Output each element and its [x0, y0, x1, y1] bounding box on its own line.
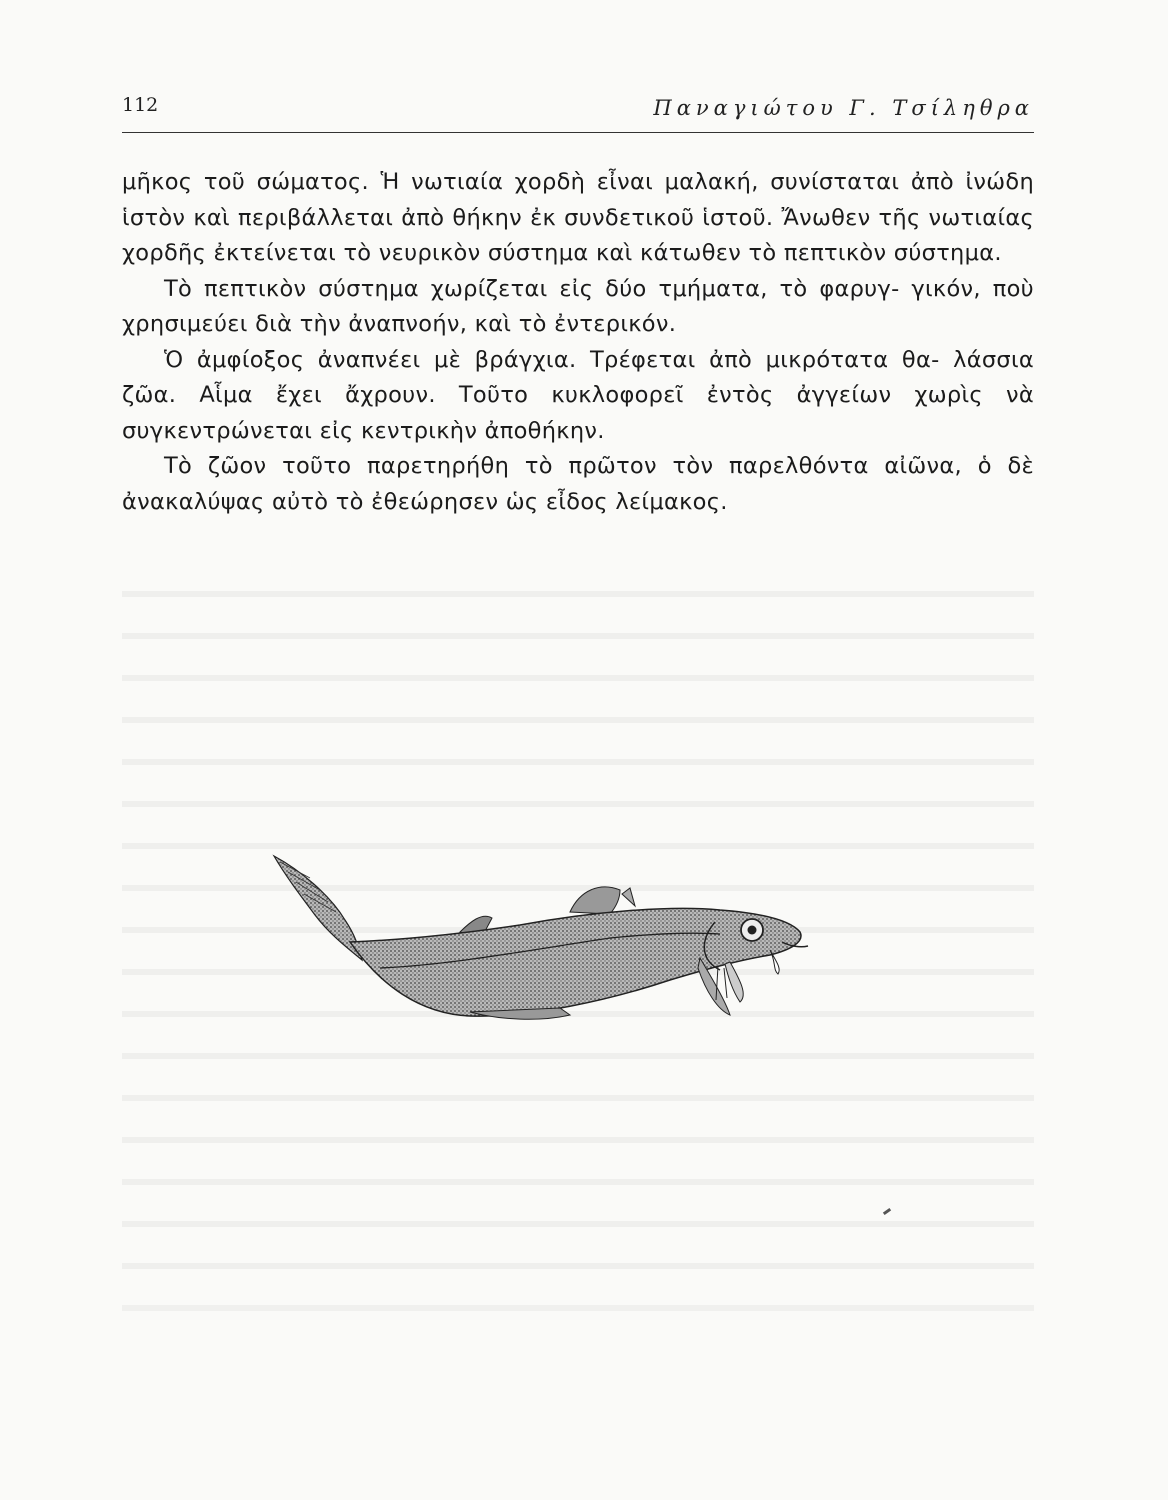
text-line: μῆκος τοῦ σώματος. Ἡ νωτιαία χορδὴ εἶναι μαλακή, συνίσταται — [122, 169, 900, 195]
paragraph-1 — [122, 165, 1034, 272]
page-number: 112 — [122, 94, 159, 116]
text-line: λάσσια ζῶα. Αἷμα ἔχει ἄχρουν. Τοῦτο κυκλοφορεῖ ἐντὸς ἀγγείων — [122, 346, 1035, 408]
text-line: χωρὶς νὰ συγκεντρώνεται εἰς κεντρικὴν ἀποθήκην. — [122, 382, 1034, 444]
body-text — [122, 165, 1034, 520]
text-line: κάτωθεν τὸ πεπτικὸν σύστημα. — [640, 240, 1002, 266]
text-line: Τὸ ζῶον τοῦτο παρετηρήθη τὸ πρῶτον τὸν παρελθόντα αἰῶνα, — [164, 453, 962, 479]
text-line: ὁ δὲ ἀνακαλύψας αὐτὸ τὸ ἐθεώρησεν ὡς εἶδος λείμακος. — [122, 453, 1035, 515]
text-line: γικόν, ποὺ χρησιμεύει διὰ τὴν ἀναπνοήν, καὶ τὸ ἐντερικόν. — [122, 275, 1034, 337]
paragraph-4 — [122, 449, 1034, 520]
paragraph-2 — [122, 272, 1034, 343]
running-head: Παναγιώτου Γ. Τσίληθρα — [653, 96, 1034, 120]
fish-illustration-icon — [270, 850, 815, 1030]
page-header — [122, 92, 1034, 133]
text-line: ἀπὸ ἰνώδη ἱστὸν καὶ περιβάλλεται ἀπὸ θήκην ἐκ συνδετικοῦ ἱστοῦ. — [122, 169, 1034, 231]
paragraph-3 — [122, 343, 1034, 450]
text-line: Ἄνωθεν τῆς νωτιαίας χορδῆς ἐκτείνεται τὸ νευρικὸν σύστημα καὶ — [122, 204, 1034, 266]
text-line: Ὁ ἀμφίοξος ἀναπνέει μὲ βράγχια. Τρέφεται ἀπὸ μικρότατα θα- — [164, 346, 940, 373]
text-line: Τὸ πεπτικὸν σύστημα χωρίζεται εἰς δύο τμήματα, τὸ φαρυγ- — [164, 275, 900, 302]
